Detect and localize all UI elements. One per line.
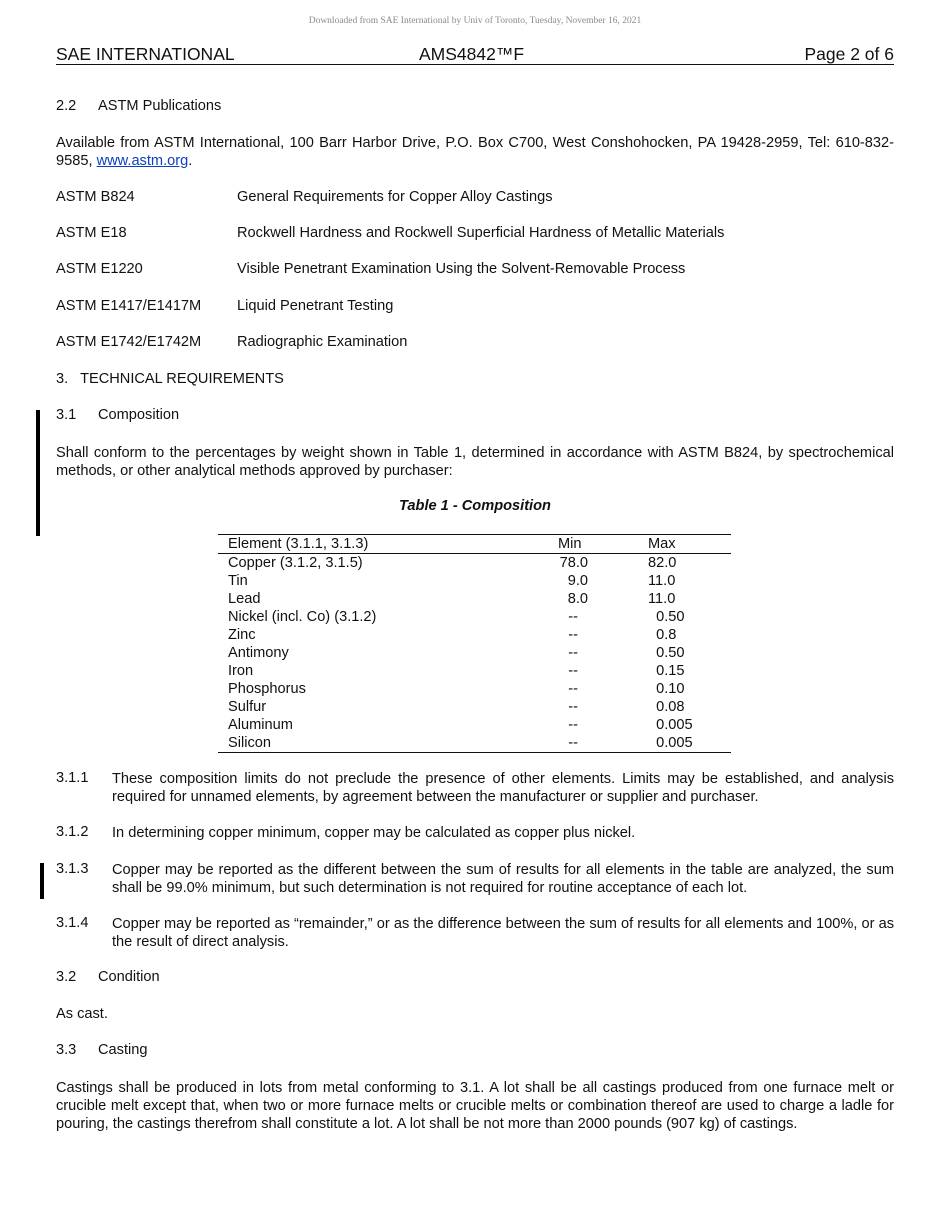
header-page-number: Page 2 of 6 — [804, 44, 894, 64]
composition-table — [218, 534, 731, 753]
cell-element: Silicon — [228, 735, 271, 751]
download-note: Downloaded from SAE International by Univ of Toronto, Tuesday, November 16, 2021 — [308, 16, 642, 26]
section-title: Condition — [98, 969, 160, 985]
reference-code: ASTM E1417/E1417M — [56, 298, 202, 314]
cell-min: -- — [568, 645, 578, 661]
cell-min: -- — [568, 717, 578, 733]
table-row — [218, 716, 731, 734]
reference-code: ASTM B824 — [56, 189, 135, 205]
table-caption: Table 1 - Composition — [399, 498, 551, 514]
cell-min: -- — [568, 627, 578, 643]
cell-max: 0.08 — [648, 699, 685, 715]
condition-text: As cast. — [56, 1006, 108, 1022]
table-row — [218, 608, 731, 626]
change-bar — [40, 863, 44, 899]
cell-element: Tin — [228, 573, 248, 589]
column-header-max: Max — [648, 536, 676, 552]
reference-code: ASTM E18 — [56, 225, 127, 241]
reference-code: ASTM E1742/E1742M — [56, 334, 202, 350]
cell-element: Zinc — [228, 627, 256, 643]
casting-paragraph: Castings shall be produced in lots from metal conforming to 3.1. A lot shall be all castings produced from one furnace melt or crucible melt except that, when two or more furnace melts or crucible melts or combination thereof are used to charge a ladle for pouring, the castings therefrom shall constitute a lot. A lot shall be not more than 2000 pounds (907 kg) of castings. — [56, 1080, 894, 1132]
table-row — [218, 698, 731, 716]
column-header-element: Element (3.1.1, 3.1.3) — [228, 536, 369, 552]
section-text: Copper may be reported as the different between the sum of results for all elements in the table are analyzed, the sum shall be 99.0% minimum, but such determination is not required for routine acceptance of each lot. — [112, 862, 894, 896]
table-row — [218, 734, 731, 752]
change-bar — [36, 410, 40, 536]
reference-title: General Requirements for Copper Alloy Castings — [237, 189, 553, 205]
cell-element: Copper (3.1.2, 3.1.5) — [228, 555, 363, 571]
cell-max: 11.0 — [648, 591, 676, 607]
astm-link[interactable]: www.astm.org — [96, 153, 189, 169]
cell-max: 0.15 — [648, 663, 685, 679]
composition-paragraph: Shall conform to the percentages by weight shown in Table 1, determined in accordance with ASTM B824, by spectrochemical methods, or other analytical methods approved by purchaser: — [56, 445, 894, 479]
section-text: These composition limits do not preclude the presence of other elements. Limits may be established, and analysis required for unnamed elements, by agreement between the manufacturer or supplier and purchaser. — [112, 771, 894, 805]
section-number: 3.1 — [56, 407, 77, 423]
reference-title: Radiographic Examination — [237, 334, 408, 350]
header-doc-number: AMS4842™F — [419, 44, 525, 64]
section-title: Composition — [98, 407, 180, 423]
section-number: 3.1.3 — [56, 861, 89, 877]
section-number: 3.2 — [56, 969, 77, 985]
table-row — [218, 572, 731, 590]
section-3-1-4 — [56, 915, 894, 951]
column-header-min: Min — [558, 536, 582, 552]
section-text: Copper may be reported as “remainder,” or as the difference between the sum of results for all elements and 100%, or as the result of direct analysis. — [112, 916, 894, 950]
cell-max: 0.8 — [648, 627, 677, 643]
cell-min: -- — [568, 663, 578, 679]
section-3-1-1 — [56, 770, 894, 806]
table-row — [218, 590, 731, 608]
table-row — [218, 626, 731, 644]
reference-title: Liquid Penetrant Testing — [237, 298, 394, 314]
section-3-heading: 3. TECHNICAL REQUIREMENTS — [56, 371, 284, 387]
cell-element: Iron — [228, 663, 254, 679]
table-row — [218, 554, 731, 572]
cell-min: -- — [568, 699, 578, 715]
section-number: 3.1.1 — [56, 770, 89, 786]
cell-element: Lead — [228, 591, 261, 607]
section-3-1-2 — [56, 824, 894, 842]
section-text: In determining copper minimum, copper may be calculated as copper plus nickel. — [112, 825, 636, 841]
astm-intro-after: . — [188, 153, 193, 169]
cell-min: -- — [568, 609, 578, 625]
reference-code: ASTM E1220 — [56, 261, 143, 277]
header-org: SAE INTERNATIONAL — [56, 44, 235, 64]
cell-max: 0.50 — [648, 645, 685, 661]
section-title: ASTM Publications — [98, 98, 222, 114]
cell-max: 0.50 — [648, 609, 685, 625]
cell-min: -- — [568, 735, 578, 751]
cell-element: Aluminum — [228, 717, 293, 733]
cell-max: 0.005 — [648, 735, 693, 751]
cell-min: 9.0 — [567, 573, 588, 589]
cell-max: 0.10 — [648, 681, 685, 697]
reference-title: Rockwell Hardness and Rockwell Superficial Hardness of Metallic Materials — [237, 225, 725, 241]
table-header-row — [218, 535, 731, 554]
section-number: 3.3 — [56, 1042, 77, 1058]
cell-max: 82.0 — [648, 555, 677, 571]
section-3-1-3 — [56, 861, 894, 897]
cell-min: 8.0 — [567, 591, 588, 607]
cell-min: -- — [568, 681, 578, 697]
cell-element: Phosphorus — [228, 681, 306, 697]
section-number: 2.2 — [56, 98, 77, 114]
astm-intro-paragraph — [56, 134, 894, 170]
cell-element: Sulfur — [228, 699, 267, 715]
section-number: 3.1.4 — [56, 915, 89, 931]
cell-min: 78.0 — [559, 555, 588, 571]
table-row — [218, 680, 731, 698]
page-header — [56, 44, 894, 65]
cell-max: 11.0 — [648, 573, 676, 589]
cell-max: 0.005 — [648, 717, 693, 733]
reference-title: Visible Penetrant Examination Using the Solvent-Removable Process — [237, 261, 686, 277]
astm-intro-text: Available from ASTM International, 100 Barr Harbor Drive, P.O. Box C700, West Conshohocken, PA 19428-2959, Tel: 610-832-9585, — [56, 135, 894, 169]
table-row — [218, 662, 731, 680]
table-row — [218, 644, 731, 662]
section-title: Casting — [98, 1042, 148, 1058]
cell-element: Nickel (incl. Co) (3.1.2) — [228, 609, 377, 625]
cell-element: Antimony — [228, 645, 289, 661]
section-number: 3.1.2 — [56, 824, 89, 840]
